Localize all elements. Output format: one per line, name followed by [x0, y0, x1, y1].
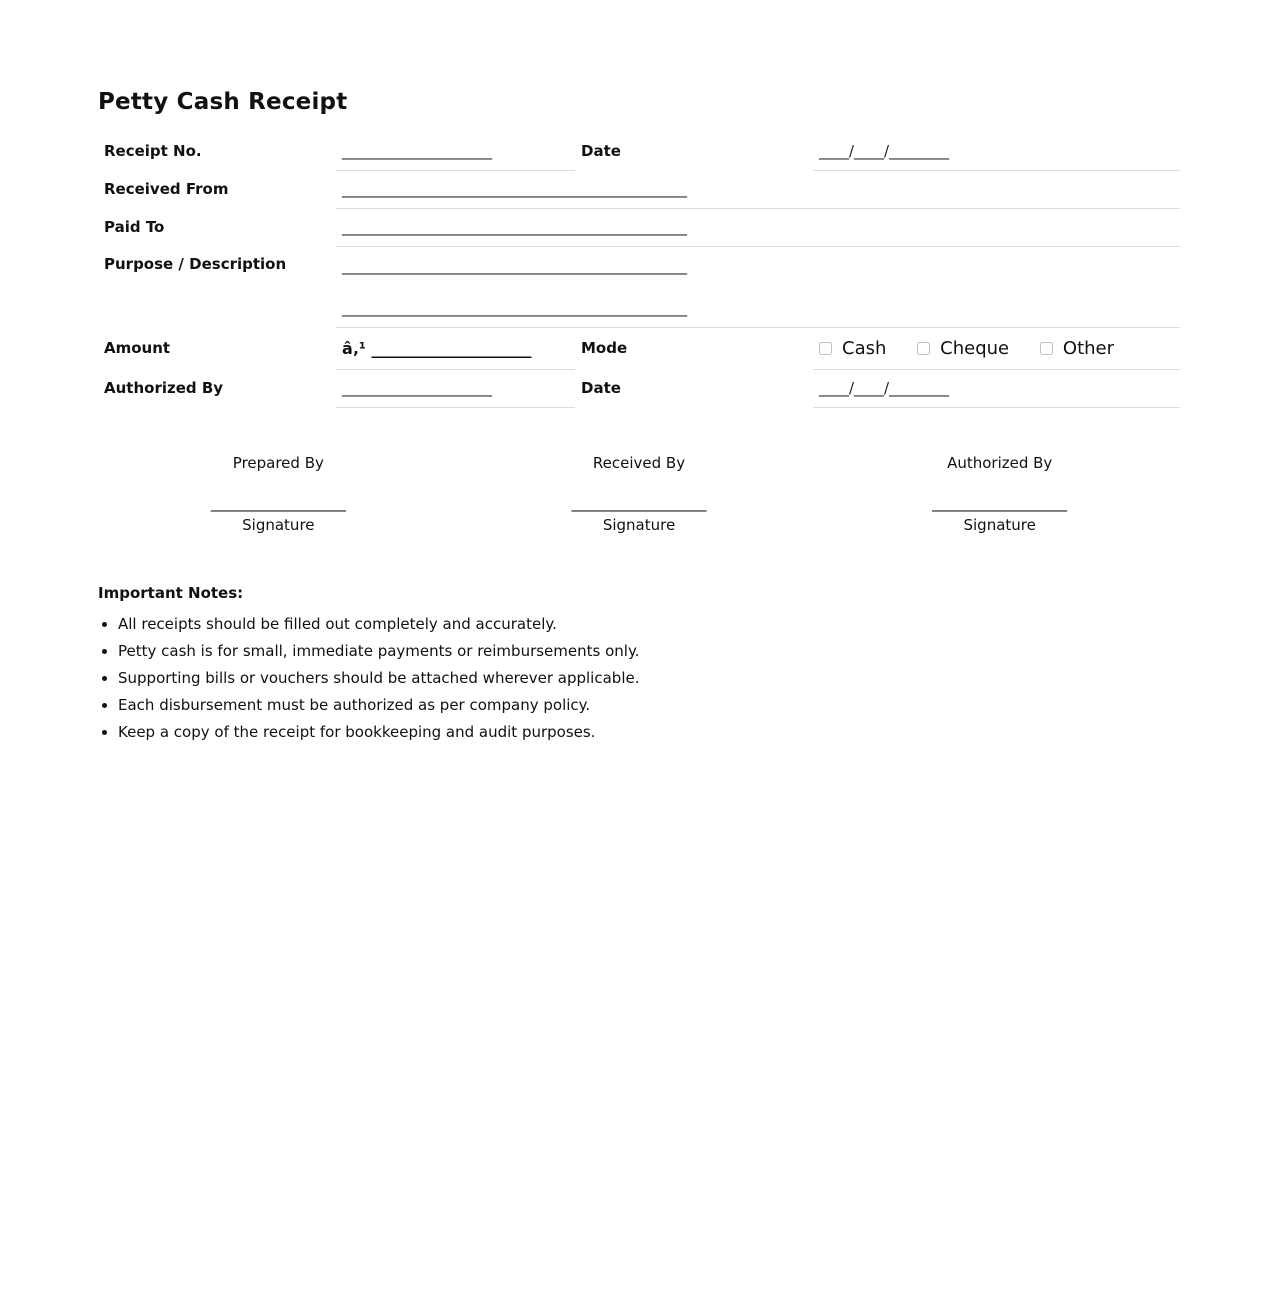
cheque-label: Cheque [940, 337, 1010, 359]
notes-list [98, 611, 1180, 746]
receipt-form [98, 132, 1180, 408]
receipt-no-field[interactable]: ____________________ [336, 132, 575, 170]
cash-label: Cash [842, 337, 887, 359]
received-from-label: Received From [104, 180, 229, 198]
row-amount [98, 327, 1180, 369]
list-item: • Supporting bills or vouchers should be attached wherever applicable. [118, 665, 1180, 692]
row-purpose [98, 246, 1180, 327]
authorized-by-label: Authorized By [104, 379, 224, 397]
authorized-date-field[interactable]: ____/____/________ [813, 369, 1180, 407]
purpose-line-1[interactable]: ______________________________________________ [342, 256, 687, 275]
signature-authorized-by [819, 452, 1180, 536]
list-item: • Petty cash is for small, immediate payments or reimbursements only. [118, 638, 1180, 665]
mode-option-other[interactable] [1040, 338, 1114, 359]
signature-heading: Received By [592, 453, 686, 472]
signature-prepared-by [98, 452, 459, 536]
signature-line[interactable]: __________________ [210, 493, 346, 512]
row-paid-to [98, 208, 1180, 246]
mode-option-cash[interactable] [819, 338, 886, 359]
paid-to-field[interactable]: ______________________________________________ [336, 208, 1180, 246]
row-authorized-by [98, 369, 1180, 407]
signature-caption: Signature [242, 515, 315, 534]
signature-line[interactable]: __________________ [571, 493, 707, 512]
date-field[interactable]: ____/____/________ [813, 132, 1180, 170]
important-notes [98, 582, 1180, 746]
mode-label: Mode [581, 339, 628, 358]
page-title: Petty Cash Receipt [98, 89, 348, 115]
receipt-no-label: Receipt No. [104, 142, 202, 160]
receipt-page [98, 84, 1180, 746]
other-label: Other [1062, 337, 1115, 359]
signature-section [98, 452, 1180, 536]
authorized-by-field[interactable]: ____________________ [336, 369, 575, 407]
other-checkbox[interactable] [1040, 342, 1053, 355]
signature-caption: Signature [602, 515, 676, 534]
paid-to-label: Paid To [104, 218, 165, 236]
row-receipt-no [98, 132, 1180, 170]
mode-option-cheque[interactable] [917, 338, 1009, 359]
mode-options [813, 327, 1180, 369]
received-from-field[interactable]: ______________________________________________ [336, 170, 1180, 208]
signature-heading: Prepared By [232, 453, 324, 472]
row-received-from [98, 170, 1180, 208]
signature-line[interactable]: __________________ [932, 493, 1068, 512]
date-label: Date [581, 142, 621, 160]
cash-checkbox[interactable] [819, 342, 832, 355]
cheque-checkbox[interactable] [917, 342, 930, 355]
list-item: • Keep a copy of the receipt for bookkeeping and audit purposes. [118, 719, 1180, 746]
signature-heading: Authorized By [947, 453, 1053, 472]
list-item: • Each disbursement must be authorized as per company policy. [118, 692, 1180, 719]
notes-title: Important Notes: [98, 583, 244, 602]
purpose-label: Purpose / Description [104, 255, 287, 273]
authorized-date-label: Date [581, 379, 621, 397]
purpose-field[interactable] [336, 246, 1180, 327]
amount-label: Amount [104, 339, 171, 357]
signature-received-by [459, 452, 820, 536]
amount-field[interactable]: â‚¹ ____________________ [336, 327, 575, 369]
signature-caption: Signature [963, 515, 1036, 534]
list-item: • All receipts should be filled out completely and accurately. [118, 611, 1180, 638]
purpose-line-2[interactable]: ______________________________________________ [342, 298, 687, 317]
